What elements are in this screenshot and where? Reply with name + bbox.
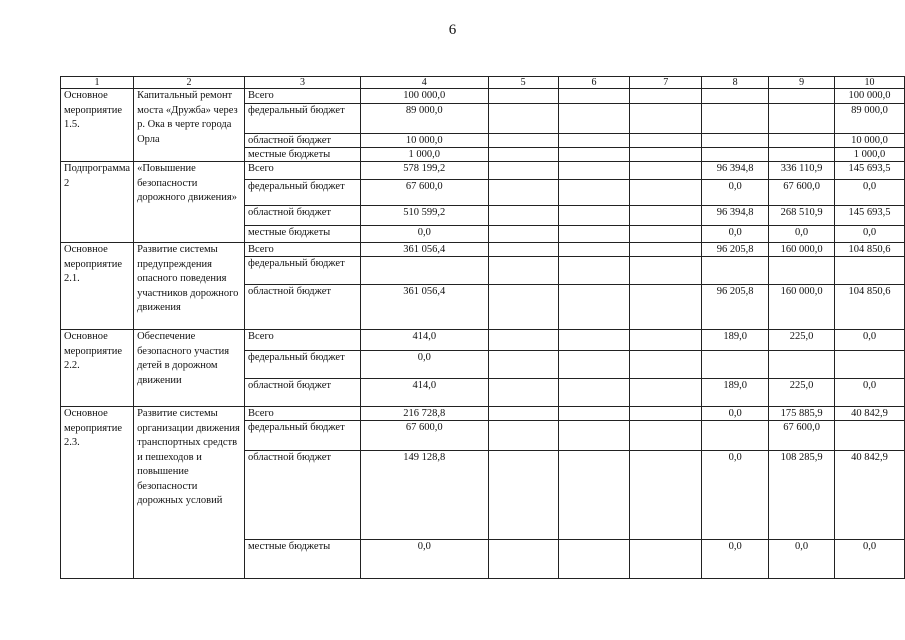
value-cell: 0,0 (769, 540, 835, 579)
value-cell (630, 451, 702, 540)
value-cell (769, 148, 835, 162)
table-row (61, 407, 905, 421)
value-cell (702, 351, 769, 379)
column-header: 1 (61, 77, 134, 89)
table-row (61, 330, 905, 351)
value-cell (835, 351, 905, 379)
column-header: 6 (558, 77, 630, 89)
value-cell: 67 600,0 (360, 421, 488, 451)
funding-source-cell: Всего (245, 243, 361, 257)
value-cell (558, 104, 630, 134)
value-cell (835, 257, 905, 285)
value-cell: 510 599,2 (360, 206, 488, 226)
value-cell: 361 056,4 (360, 285, 488, 330)
value-cell (630, 226, 702, 243)
value-cell: 225,0 (769, 379, 835, 407)
value-cell: 89 000,0 (835, 104, 905, 134)
value-cell (558, 351, 630, 379)
value-cell (558, 407, 630, 421)
value-cell (702, 257, 769, 285)
value-cell: 0,0 (360, 226, 488, 243)
value-cell: 578 199,2 (360, 162, 488, 180)
value-cell (558, 89, 630, 104)
column-header: 3 (245, 77, 361, 89)
value-cell: 414,0 (360, 330, 488, 351)
funding-source-cell: федеральный бюджет (245, 104, 361, 134)
budget-table (60, 76, 905, 579)
value-cell (558, 243, 630, 257)
value-cell (488, 243, 558, 257)
item-description-cell: Обеспечение безопасного участия детей в дорожном движении (134, 330, 245, 407)
value-cell: 149 128,8 (360, 451, 488, 540)
value-cell: 108 285,9 (769, 451, 835, 540)
value-cell: 67 600,0 (769, 180, 835, 206)
value-cell (488, 421, 558, 451)
value-cell: 1 000,0 (360, 148, 488, 162)
value-cell (630, 407, 702, 421)
value-cell (630, 89, 702, 104)
value-cell (558, 379, 630, 407)
value-cell (488, 89, 558, 104)
value-cell: 89 000,0 (360, 104, 488, 134)
table-row (61, 243, 905, 257)
value-cell: 145 693,5 (835, 206, 905, 226)
value-cell (769, 351, 835, 379)
value-cell: 40 842,9 (835, 407, 905, 421)
value-cell (630, 104, 702, 134)
value-cell (769, 134, 835, 148)
value-cell: 0,0 (360, 540, 488, 579)
value-cell (630, 134, 702, 148)
value-cell (630, 257, 702, 285)
value-cell (558, 330, 630, 351)
value-cell (558, 206, 630, 226)
table-row (61, 89, 905, 104)
value-cell (488, 540, 558, 579)
value-cell: 96 205,8 (702, 243, 769, 257)
value-cell (769, 104, 835, 134)
value-cell (488, 226, 558, 243)
value-cell (769, 257, 835, 285)
value-cell (630, 540, 702, 579)
table-row (61, 162, 905, 180)
value-cell (630, 180, 702, 206)
value-cell (630, 285, 702, 330)
value-cell (702, 104, 769, 134)
value-cell: 0,0 (702, 180, 769, 206)
value-cell (630, 162, 702, 180)
funding-source-cell: федеральный бюджет (245, 180, 361, 206)
value-cell (558, 134, 630, 148)
value-cell: 189,0 (702, 379, 769, 407)
value-cell: 0,0 (835, 379, 905, 407)
value-cell (360, 257, 488, 285)
value-cell: 104 850,6 (835, 243, 905, 257)
value-cell (702, 134, 769, 148)
value-cell: 96 394,8 (702, 206, 769, 226)
value-cell (558, 148, 630, 162)
value-cell (558, 257, 630, 285)
funding-source-cell: местные бюджеты (245, 148, 361, 162)
value-cell: 0,0 (702, 451, 769, 540)
value-cell (488, 148, 558, 162)
value-cell: 175 885,9 (769, 407, 835, 421)
value-cell (630, 379, 702, 407)
value-cell: 0,0 (702, 407, 769, 421)
table-header-row (61, 77, 905, 89)
value-cell (488, 285, 558, 330)
value-cell (488, 180, 558, 206)
value-cell (488, 451, 558, 540)
value-cell (558, 451, 630, 540)
value-cell (488, 351, 558, 379)
funding-source-cell: федеральный бюджет (245, 257, 361, 285)
value-cell: 0,0 (769, 226, 835, 243)
column-header: 4 (360, 77, 488, 89)
value-cell: 0,0 (835, 330, 905, 351)
value-cell: 361 056,4 (360, 243, 488, 257)
value-cell (702, 421, 769, 451)
value-cell: 96 394,8 (702, 162, 769, 180)
value-cell: 10 000,0 (835, 134, 905, 148)
value-cell: 0,0 (702, 540, 769, 579)
value-cell: 96 205,8 (702, 285, 769, 330)
value-cell: 0,0 (360, 351, 488, 379)
item-description-cell: Развитие системы предупреждения опасного поведения участников дорожного движения (134, 243, 245, 330)
value-cell (488, 257, 558, 285)
funding-source-cell: федеральный бюджет (245, 351, 361, 379)
funding-source-cell: областной бюджет (245, 285, 361, 330)
value-cell: 40 842,9 (835, 451, 905, 540)
value-cell: 0,0 (702, 226, 769, 243)
value-cell (558, 540, 630, 579)
value-cell: 268 510,9 (769, 206, 835, 226)
value-cell: 160 000,0 (769, 285, 835, 330)
value-cell (558, 285, 630, 330)
value-cell: 67 600,0 (769, 421, 835, 451)
value-cell: 336 110,9 (769, 162, 835, 180)
value-cell (630, 421, 702, 451)
value-cell (488, 379, 558, 407)
page-number: 6 (448, 22, 457, 38)
value-cell (488, 134, 558, 148)
value-cell (488, 104, 558, 134)
funding-source-cell: областной бюджет (245, 379, 361, 407)
item-code-cell: Подпрограмма 2 (61, 162, 134, 243)
value-cell: 104 850,6 (835, 285, 905, 330)
value-cell (630, 148, 702, 162)
funding-source-cell: областной бюджет (245, 134, 361, 148)
funding-source-cell: федеральный бюджет (245, 421, 361, 451)
value-cell (702, 148, 769, 162)
value-cell: 225,0 (769, 330, 835, 351)
value-cell: 0,0 (835, 540, 905, 579)
value-cell: 100 000,0 (835, 89, 905, 104)
column-header: 2 (134, 77, 245, 89)
value-cell (630, 330, 702, 351)
value-cell (488, 206, 558, 226)
funding-source-cell: местные бюджеты (245, 540, 361, 579)
item-code-cell: Основное мероприятие 2.2. (61, 330, 134, 407)
value-cell (558, 226, 630, 243)
funding-source-cell: Всего (245, 89, 361, 104)
value-cell (630, 243, 702, 257)
value-cell (835, 421, 905, 451)
value-cell: 67 600,0 (360, 180, 488, 206)
value-cell (558, 421, 630, 451)
funding-source-cell: Всего (245, 407, 361, 421)
funding-source-cell: Всего (245, 162, 361, 180)
value-cell (630, 351, 702, 379)
funding-source-cell: областной бюджет (245, 206, 361, 226)
column-header: 9 (769, 77, 835, 89)
value-cell (488, 407, 558, 421)
value-cell: 1 000,0 (835, 148, 905, 162)
value-cell: 100 000,0 (360, 89, 488, 104)
funding-source-cell: местные бюджеты (245, 226, 361, 243)
value-cell (558, 180, 630, 206)
value-cell (558, 162, 630, 180)
funding-source-cell: областной бюджет (245, 451, 361, 540)
column-header: 5 (488, 77, 558, 89)
value-cell: 189,0 (702, 330, 769, 351)
value-cell (769, 89, 835, 104)
value-cell: 0,0 (835, 226, 905, 243)
value-cell (630, 206, 702, 226)
value-cell (488, 162, 558, 180)
item-description-cell: «Повышение безопасности дорожного движения» (134, 162, 245, 243)
value-cell: 145 693,5 (835, 162, 905, 180)
value-cell (702, 89, 769, 104)
value-cell (488, 330, 558, 351)
value-cell: 10 000,0 (360, 134, 488, 148)
item-description-cell: Капитальный ремонт моста «Дружба» через р. Ока в черте города Орла (134, 89, 245, 162)
value-cell: 160 000,0 (769, 243, 835, 257)
item-description-cell: Развитие системы организации движения транспортных средств и пешеходов и повышение безопасности дорожных условий (134, 407, 245, 579)
value-cell: 216 728,8 (360, 407, 488, 421)
item-code-cell: Основное мероприятие 2.1. (61, 243, 134, 330)
value-cell: 0,0 (835, 180, 905, 206)
column-header: 10 (835, 77, 905, 89)
funding-source-cell: Всего (245, 330, 361, 351)
column-header: 7 (630, 77, 702, 89)
value-cell: 414,0 (360, 379, 488, 407)
item-code-cell: Основное мероприятие 2.3. (61, 407, 134, 579)
column-header: 8 (702, 77, 769, 89)
item-code-cell: Основное мероприятие 1.5. (61, 89, 134, 162)
